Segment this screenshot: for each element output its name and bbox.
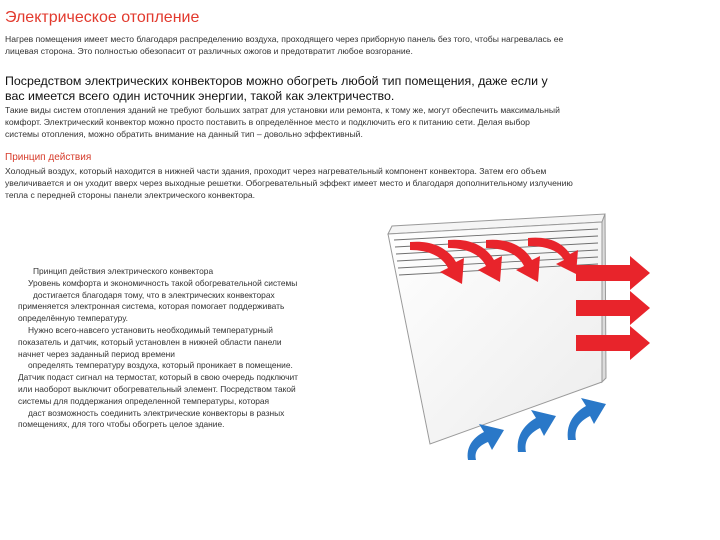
section-subheading: Принцип действия: [5, 152, 92, 163]
cold-arrow-icon: [518, 410, 556, 452]
cold-arrow-icon: [468, 424, 504, 460]
side-line: Принцип действия электрического конвектора: [33, 266, 214, 276]
side-line: Уровень комфорта и экономичность такой обогревательной системы: [28, 277, 298, 288]
convector-heater-illustration: [380, 212, 710, 462]
page-title: Электрическое отопление: [5, 9, 200, 26]
side-line: достигается благодаря тому, что в электрических конвекторах: [33, 289, 275, 300]
cold-arrow-icon: [568, 398, 606, 440]
side-line: определённую температуру.: [18, 313, 128, 324]
side-line: начнет через заданный период времени: [18, 348, 175, 359]
side-line: даст возможность соединить электрические конвекторы в разных: [28, 407, 285, 418]
highlight-paragraph: Посредством электрических конвекторов можно обогреть любой тип помещения, даже если у вас имеется всего один источник энергии, такой как электричество.: [5, 74, 548, 103]
principle-paragraph: Холодный воздух, который находится в нижней части здания, проходит через нагревательный компонент конвектора. Затем его объем увеличивается и он уходит вверх через выходные решетки. Обогревательный эффект имеет место и благодаря дополнительному излучению тепла с передней стороны панели электрического конвектора.: [5, 166, 573, 200]
side-line: системы для поддержания определенной температуры, которая: [18, 395, 270, 406]
cost-paragraph: Такие виды систем отопления зданий не требуют больших затрат для установки или ремонта, к тому же, могут обеспечить максимальный комфорт. Электрический конвектор можно просто поставить в определённое место и подключить его к питанию сети. Делая выбор системы отопления, можно обратить внимание на данный тип – довольно эффективный.: [5, 105, 560, 139]
side-line: Датчик подаст сигнал на термостат, который в свою очередь подключит: [18, 372, 298, 383]
side-line: показатель и датчик, который установлен в нижней области панели: [18, 336, 282, 347]
side-line: определять температуру воздуха, который проникает в помещение.: [28, 360, 293, 371]
side-line: или наоборот выключит обогревательный элемент. Посредством такой: [18, 383, 296, 394]
side-line: применяется электронная система, которая помогает поддерживать: [18, 301, 285, 312]
convector-principle-text: [18, 266, 360, 431]
intro-paragraph: Нагрев помещения имеет место благодаря распределению воздуха, проходящего через приборную панель без того, чтобы нагревалась ее лицевая сторона. Это полностью обезопасит от различных ожогов и предотвратит любое возгорание.: [5, 34, 564, 56]
side-line: Нужно всего-навсего установить необходимый температурный: [28, 324, 273, 335]
side-line: помещениях, для того чтобы обогреть целое здание.: [18, 419, 225, 430]
